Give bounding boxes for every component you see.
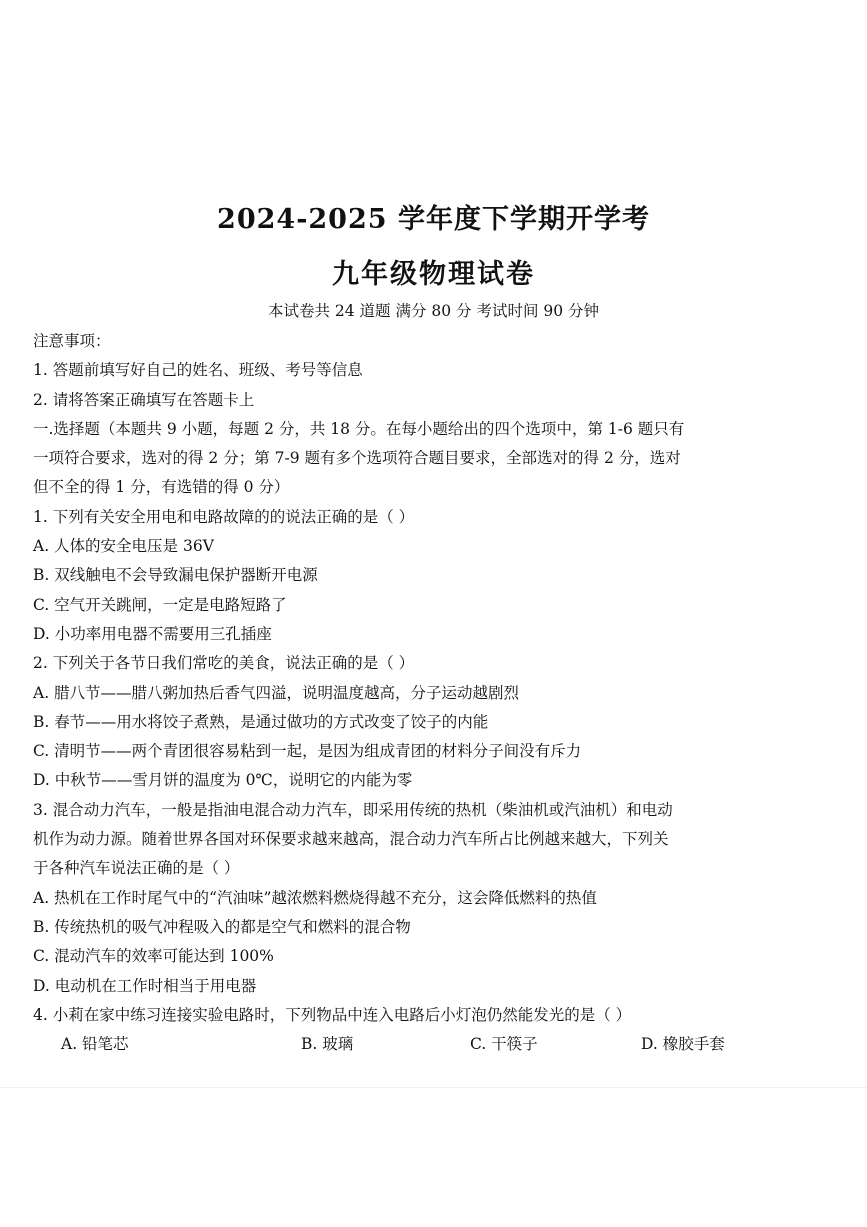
question-3-stem: 3. 混合动力汽车，一般是指油电混合动力汽车，即采用传统的热机（柴油机或汽油机）和电动	[33, 800, 673, 819]
question-1-option-c: C. 空气开关跳闸，一定是电路短路了	[33, 595, 287, 614]
question-2-option-c: C. 清明节——两个青团很容易粘到一起，是因为组成青团的材料分子间没有斥力	[33, 742, 582, 761]
question-3-option-c: C. 混动汽车的效率可能达到 100%	[33, 947, 274, 966]
question-4-option-c: C. 干筷子	[470, 1035, 538, 1054]
question-3-option-a: A. 热机在工作时尾气中的“汽油味”越浓燃料燃烧得越不充分，这会降低燃料的热值	[33, 888, 597, 907]
question-3-stem: 机作为动力源。随着世界各国对环保要求越来越高，混合动力汽车所占比例越来越大，下列关	[33, 830, 669, 849]
question-1-stem: 1. 下列有关安全用电和电路故障的的说法正确的是（ ）	[33, 507, 415, 526]
question-4-option-a: A. 铅笔芯	[61, 1035, 129, 1054]
question-3-stem: 于各种汽车说法正确的是（ ）	[33, 859, 240, 878]
exam-info: 本试卷共 24 道题 满分 80 分 考试时间 90 分钟	[267, 302, 600, 320]
question-4-option-b: B. 玻璃	[301, 1035, 354, 1054]
question-2-option-a: A. 腊八节——腊八粥加热后香气四溢，说明温度越高，分子运动越剧烈	[33, 683, 520, 702]
note-item: 1. 答题前填写好自己的姓名、班级、考号等信息	[33, 361, 363, 380]
section-intro-line: 一项符合要求，选对的得 2 分；第 7-9 题有多个选项符合题目要求，全部选对的得 2 分，选对	[33, 449, 681, 468]
question-2-option-b: B. 春节——用水将饺子煮熟，是通过做功的方式改变了饺子的内能	[33, 712, 489, 731]
section-intro-line: 一.选择题（本题共 9 小题，每题 2 分，共 18 分。在每小题给出的四个选项中，第 1-6 题只有	[33, 419, 685, 438]
question-4-option-d: D. 橡胶手套	[641, 1035, 725, 1054]
note-item: 2. 请将答案正确填写在答题卡上	[33, 390, 255, 409]
question-2-stem: 2. 下列关于各节日我们常吃的美食，说法正确的是（ ）	[33, 654, 415, 673]
notes-heading: 注意事项：	[33, 332, 111, 350]
question-4-stem: 4. 小莉在家中练习连接实验电路时，下列物品中连入电路后小灯泡仍然能发光的是（ ）	[33, 1005, 632, 1024]
question-2-option-d: D. 中秋节——雪月饼的温度为 0℃，说明它的内能为零	[33, 771, 413, 790]
exam-title: 2024-2025 学年度下学期开学考	[217, 204, 650, 235]
section-intro-line: 但不全的得 1 分，有选错的得 0 分）	[33, 478, 290, 497]
exam-subtitle: 九年级物理试卷	[332, 259, 535, 290]
page-divider	[0, 1087, 867, 1088]
question-1-option-b: B. 双线触电不会导致漏电保护器断开电源	[33, 566, 318, 585]
question-4-options	[33, 1030, 843, 1059]
question-3-option-b: B. 传统热机的吸气冲程吸入的都是空气和燃料的混合物	[33, 917, 411, 936]
question-1-option-a: A. 人体的安全电压是 36V	[33, 537, 214, 556]
exam-body	[33, 327, 843, 1059]
question-3-option-d: D. 电动机在工作时相当于用电器	[33, 976, 257, 995]
question-1-option-d: D. 小功率用电器不需要用三孔插座	[33, 624, 272, 643]
